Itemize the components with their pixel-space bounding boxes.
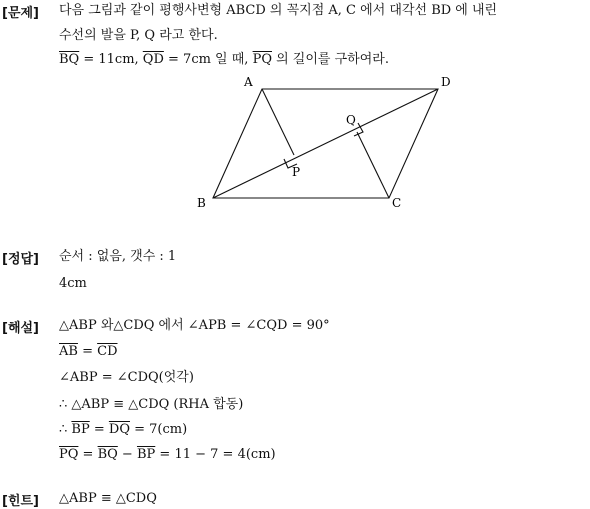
problem-line-2: 수선의 발을 P, Q 라고 한다. — [59, 28, 218, 43]
solution-line-3: ∠ABP = ∠CDQ(엇각) — [59, 370, 194, 385]
segment-dq: $\overline{DQ}$ — [108, 422, 130, 437]
answer-label: [정답] — [2, 252, 39, 267]
segment-bp-solution: $\overline{BP}$ — [136, 447, 156, 462]
solution-label: [해설] — [2, 321, 39, 336]
point-label-p: P — [292, 165, 301, 179]
answer-line-2: 4cm — [59, 276, 87, 291]
segment-qd: $\overline{QD}$ — [142, 52, 164, 67]
perpendicular-ap — [262, 89, 294, 155]
point-label-d: D — [441, 75, 451, 89]
hint-line-1: △ABP ≡ △CDQ — [59, 491, 157, 506]
problem-line-3: $\overline{BQ} = 11cm$, $\overline{QD} = 7cm$ 일 때, $\overline{PQ}$ 의 길이를 구하여라. — [59, 52, 389, 67]
solution-line-2: $\overline{AB} = \overline{CD}$ — [59, 344, 118, 359]
answer-line-1: 순서 : 없음, 갯수 : 1 — [59, 249, 177, 264]
diagonal-bd — [213, 89, 438, 198]
segment-pq-solution: $\overline{PQ}$ — [59, 447, 79, 462]
solution-line-5: ∴ $\overline{BP} = \overline{DQ} = 7(cm)$ — [59, 422, 188, 437]
segment-ab: $\overline{AB}$ — [59, 344, 78, 359]
problem-line-1: 다음 그림과 같이 평행사변형 ABCD 의 꼭지점 A, C 에서 대각선 BD 에 내린 — [59, 3, 498, 18]
problem-label: [문제] — [2, 6, 39, 21]
point-label-q: Q — [346, 113, 356, 127]
hint-label: [힌트] — [2, 494, 39, 509]
segment-bp: $\overline{BP}$ — [71, 422, 90, 437]
point-label-a: A — [244, 75, 253, 89]
point-label-c: C — [392, 196, 402, 210]
solution-line-6: $\overline{PQ} = \overline{BQ} - \overline{BP} = 11 - 7 = 4(cm)$ — [59, 447, 276, 462]
solution-line-4: ∴ △ABP ≡ △CDQ (RHA 합동) — [59, 397, 244, 412]
segment-cd: $\overline{CD}$ — [97, 344, 118, 359]
perpendicular-cq — [357, 132, 389, 198]
point-label-b: B — [197, 196, 206, 210]
segment-bq: $\overline{BQ}$ — [59, 52, 80, 67]
solution-line-1: △ABP 와△CDQ 에서 ∠APB = ∠CQD = 90° — [59, 318, 330, 333]
segment-pq: $\overline{PQ}$ — [252, 52, 272, 67]
segment-bq-solution: $\overline{BQ}$ — [97, 447, 118, 462]
